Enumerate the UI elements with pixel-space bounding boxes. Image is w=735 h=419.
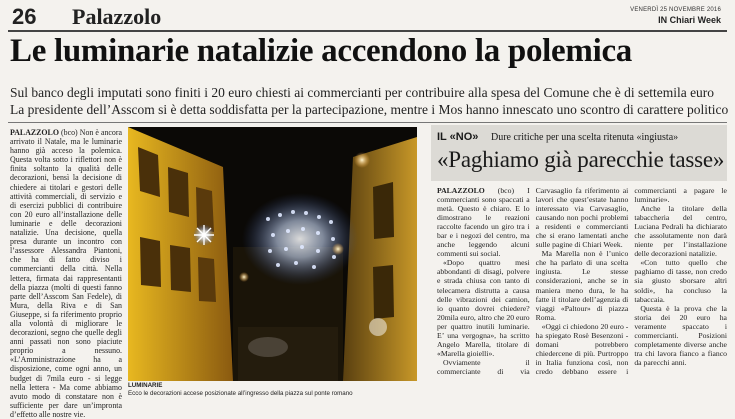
article-headline: Le luminarie natalizie accendono la polemica (10, 33, 632, 69)
sidebar-body (437, 186, 727, 376)
sidebar-paragraph: «Dopo quattro mesi abbondanti di disagi, polvere e strada chiusa con tanto di telecamera distrutta a causa delle vibrazioni dei camion, io quanto dovrei chiedere? 20mila euro, altro che 20 euro per quattro inutili luminarie. E’ una vergogna», ha scritto Angelo Marella, titolare di «Marella gioielli». (437, 258, 530, 358)
sidebar-text-1: I commercianti sono spaccati a metà. Questo è chiaro. E lo dimostrano le reazioni raccolte facendo un giro tra i bar e i negozi del centro, ma anche leggendo alcuni commenti sui social. (437, 186, 530, 259)
snowflake-icon (193, 224, 215, 246)
article-body-text: Non è ancora arrivato il Natale, ma le luminarie hanno già acceso la polemica. Questa volta sotto i riflettori non è finita soltanto la qualità delle decorazioni, bensì la decisione di chiedere ai titolari e gestori delle attività commerciali, di servizio e di esercizi pubblici di contribuire con 20 euro all’installazione delle luminarie e delle decorazioni natalizie. Una decisione, quella presa durante un incontro con l’assessore Alessandra Piantoni, che ha di fatto diviso i commercianti della città. Nella lettera, firmata dai rappresentanti della piazza (molti di questi fanno parte dell’Asscom San Fedele), di Mura, della Riva e di San Giuseppe, si fa riferimento proprio alla volontà di migliorare le decorazioni, segno che quelle degli anni passati non sono piaciute proprio a nessuno. «L’Amministrazione ha a disposizione, come ogni anno, un budget di 7mila euro - si legge nella lettera - Ma come abbiamo avuto modo di constatare non è sufficiente per dare un’impronta d’effetto alle nostre vie. (10, 128, 122, 419)
sidebar-dateline: PALAZZOLO (437, 186, 485, 195)
issue-date: VENERDÌ 25 NOVEMBRE 2016 (630, 7, 721, 13)
sidebar-paragraph: «Oggi ci chiedono 20 euro - ha spiegato Rosè Besenzoni - domani potrebbero chiedercene di più. Purtroppo in Italia funziona così, non credo debbano essere i commercianti a pagare le luminarie». (535, 186, 727, 376)
sidebar-paragraph: «Con tutto quello che paghiamo di tasse, non credo sia giusto sborsare altri soldi», ha concluso la tabaccaia. (634, 258, 727, 304)
article-byline: (bco) (61, 128, 78, 137)
page-header (8, 4, 727, 30)
street-lights-image (128, 127, 417, 381)
photo-caption-tag: LUMINARIE (128, 382, 163, 389)
sidebar-paragraph: Questa è la prova che la storia dei 20 euro ha veramente spaccato i commercianti. Posizioni completamente diverse anche tra chi lavora fianco a fianco da parecchi anni. (634, 303, 727, 367)
sidebar-header-box (431, 125, 727, 181)
sidebar-paragraph: Ovviamente il commerciante di via Carvasaglio fa riferimento ai lavori che quest’estate hanno interessato via Carvasaglio, causando non pochi problemi a residenti e commercianti che si erano lamentati anche sulle pagine di Chiari Week. (437, 186, 629, 376)
article-body-column (10, 128, 122, 419)
article-subhead-2: La presidente dell’Asscom si è detta soddisfatta per la partecipazione, mentre i Mos hanno innescato uno scontro di carattere politico (10, 102, 729, 117)
page-number: 26 (12, 4, 37, 29)
section-title: Palazzolo (72, 4, 162, 29)
sidebar-paragraph (437, 186, 530, 258)
article-subhead-1: Sul banco degli imputati sono finiti i 20 euro chiesti ai commercianti per contribuire alla spesa del Comune che è di settemila euro (10, 85, 715, 100)
photo-caption-text: Ecco le decorazioni accese posizionate all’ingresso della piazza sul ponte romano (128, 389, 353, 397)
publication-name: IN Chiari Week (658, 15, 721, 25)
header-rule (8, 30, 727, 32)
luminarie-photo (128, 127, 417, 381)
sidebar-tag: IL «NO» (437, 131, 479, 143)
article-dateline: PALAZZOLO (10, 128, 59, 137)
photo-caption (128, 382, 428, 397)
sidebar-byline: (bco) (497, 186, 515, 195)
sidebar-subtitle: Dure critiche per una scelta ritenuta «ingiusta» (491, 132, 679, 143)
sidebar-paragraph: Ma Marella non è l’unico che ha parlato di una scelta ingiusta. Le stesse considerazioni, anche se in maniera meno dura, le ha fatte il titolare dell’agenzia di viaggi «Paltour» di piazza Roma. (535, 249, 629, 322)
sidebar-paragraph: Anche la titolare della tabaccheria del centro, Luciana Pedrali ha dichiarato che assolutamente non darà niente per l’installazione delle decorazioni natalizie. (634, 204, 727, 259)
subhead-rule (8, 122, 727, 123)
sidebar-title: «Paghiamo già parecchie tasse» (437, 147, 725, 172)
